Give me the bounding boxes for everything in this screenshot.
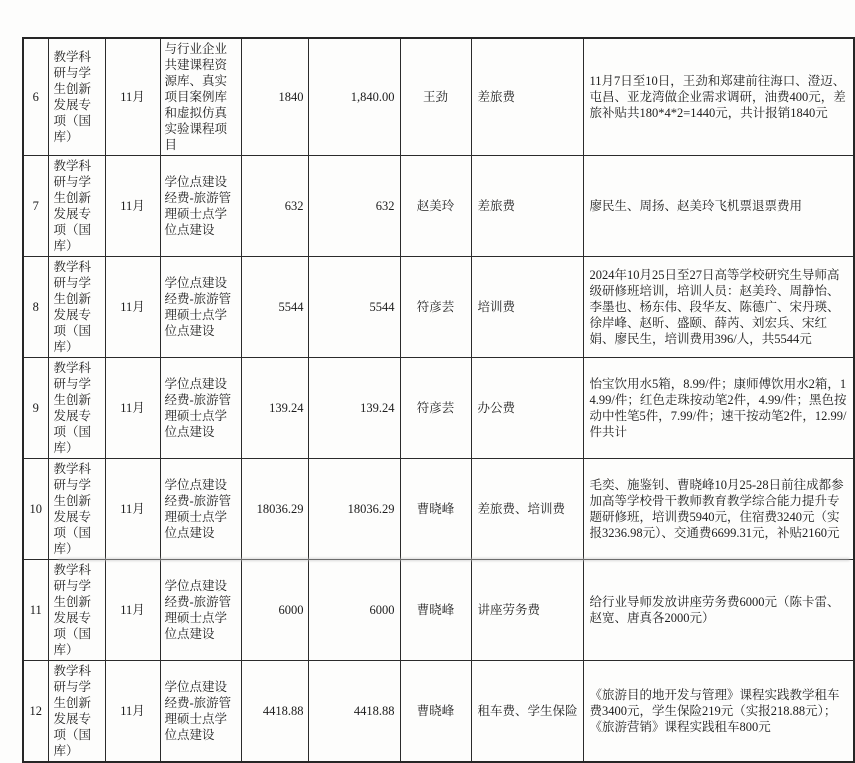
cell-person: 符彦芸: [400, 358, 471, 459]
cell-month: 11月: [105, 257, 160, 358]
cell-amount-settled: 1,840.00: [308, 38, 400, 156]
cell-project-name: 教学科研与学生创新发展专项（国库）: [48, 560, 105, 661]
cell-description: 给行业导师发放讲座劳务费6000元（陈卡雷、赵宽、唐真各2000元）: [583, 560, 854, 661]
cell-person: 王劲: [400, 38, 471, 156]
cell-amount-settled: 139.24: [308, 358, 400, 459]
cell-row-number: 6: [23, 38, 48, 156]
table-row: [23, 661, 854, 763]
cell-amount-settled: 4418.88: [308, 661, 400, 763]
cell-budget-item: 学位点建设经费-旅游管理硕士点学位点建设: [160, 257, 241, 358]
cell-amount: 6000: [241, 560, 308, 661]
cell-amount: 5544: [241, 257, 308, 358]
table-row: [23, 156, 854, 257]
cell-amount: 139.24: [241, 358, 308, 459]
cell-row-number: 10: [23, 459, 48, 560]
scan-shadow-artifact: [58, 558, 850, 561]
table-row: [23, 459, 854, 560]
cell-description: 怡宝饮用水5箱，8.99/件；康师傅饮用水2箱，14.99/件；红色走珠按动笔2件，4.99/件；黑色按动中性笔5件，7.99/件；速干按动笔2件，12.99/件共计: [583, 358, 854, 459]
cell-expense-type: 差旅费、培训费: [471, 459, 583, 560]
cell-month: 11月: [105, 38, 160, 156]
cell-project-name: 教学科研与学生创新发展专项（国库）: [48, 661, 105, 763]
cell-month: 11月: [105, 358, 160, 459]
cell-project-name: 教学科研与学生创新发展专项（国库）: [48, 358, 105, 459]
cell-month: 11月: [105, 661, 160, 763]
cell-person: 曹晓峰: [400, 459, 471, 560]
cell-amount: 1840: [241, 38, 308, 156]
cell-month: 11月: [105, 156, 160, 257]
cell-amount-settled: 5544: [308, 257, 400, 358]
cell-description: 2024年10月25日至27日高等学校研究生导师高级研修班培训，培训人员：赵美玲、周静怡、李墨也、杨东伟、段华友、陈德广、宋丹瑛、徐岸峰、赵昕、盛颐、薛芮、刘宏兵、宋红娟、廖民生，培训费用396/人，共5544元: [583, 257, 854, 358]
cell-amount: 18036.29: [241, 459, 308, 560]
cell-row-number: 12: [23, 661, 48, 763]
expense-table-body: [23, 38, 854, 762]
cell-person: 曹晓峰: [400, 560, 471, 661]
cell-description: 11月7日至10日，王劲和郑建前往海口、澄迈、屯昌、亚龙湾做企业需求调研，油费400元，差旅补贴共180*4*2=1440元，共计报销1840元: [583, 38, 854, 156]
cell-budget-item: 与行业企业共建课程资源库、真实项目案例库和虚拟仿真实验课程项目: [160, 38, 241, 156]
cell-budget-item: 学位点建设经费-旅游管理硕士点学位点建设: [160, 661, 241, 763]
cell-budget-item: 学位点建设经费-旅游管理硕士点学位点建设: [160, 358, 241, 459]
cell-expense-type: 租车费、学生保险: [471, 661, 583, 763]
cell-month: 11月: [105, 560, 160, 661]
table-row: [23, 257, 854, 358]
cell-person: 曹晓峰: [400, 661, 471, 763]
cell-expense-type: 差旅费: [471, 156, 583, 257]
cell-amount-settled: 18036.29: [308, 459, 400, 560]
cell-project-name: 教学科研与学生创新发展专项（国库）: [48, 257, 105, 358]
cell-row-number: 8: [23, 257, 48, 358]
cell-description: 毛奕、施鉴钊、曹晓峰10月25-28日前往成都参加高等学校骨干教师教育教学综合能力提升专题研修班，培训费5940元，住宿费3240元（实报3236.98元）、交通费6699.31元，补贴2160元: [583, 459, 854, 560]
table-row: [23, 358, 854, 459]
cell-amount: 632: [241, 156, 308, 257]
cell-project-name: 教学科研与学生创新发展专项（国库）: [48, 459, 105, 560]
cell-amount-settled: 6000: [308, 560, 400, 661]
table-row: [23, 38, 854, 156]
cell-expense-type: 差旅费: [471, 38, 583, 156]
cell-amount: 4418.88: [241, 661, 308, 763]
cell-month: 11月: [105, 459, 160, 560]
cell-person: 赵美玲: [400, 156, 471, 257]
cell-description: 廖民生、周扬、赵美玲飞机票退票费用: [583, 156, 854, 257]
cell-project-name: 教学科研与学生创新发展专项（国库）: [48, 38, 105, 156]
cell-person: 符彦芸: [400, 257, 471, 358]
cell-budget-item: 学位点建设经费-旅游管理硕士点学位点建设: [160, 560, 241, 661]
cell-expense-type: 办公费: [471, 358, 583, 459]
cell-row-number: 9: [23, 358, 48, 459]
expense-table: [22, 37, 855, 763]
cell-expense-type: 讲座劳务费: [471, 560, 583, 661]
cell-row-number: 11: [23, 560, 48, 661]
cell-budget-item: 学位点建设经费-旅游管理硕士点学位点建设: [160, 459, 241, 560]
cell-description: 《旅游目的地开发与管理》课程实践教学租车费3400元，学生保险219元（实报218.88元）；《旅游营销》课程实践租车800元: [583, 661, 854, 763]
table-row: [23, 560, 854, 661]
cell-expense-type: 培训费: [471, 257, 583, 358]
cell-budget-item: 学位点建设经费-旅游管理硕士点学位点建设: [160, 156, 241, 257]
cell-project-name: 教学科研与学生创新发展专项（国库）: [48, 156, 105, 257]
cell-amount-settled: 632: [308, 156, 400, 257]
cell-row-number: 7: [23, 156, 48, 257]
